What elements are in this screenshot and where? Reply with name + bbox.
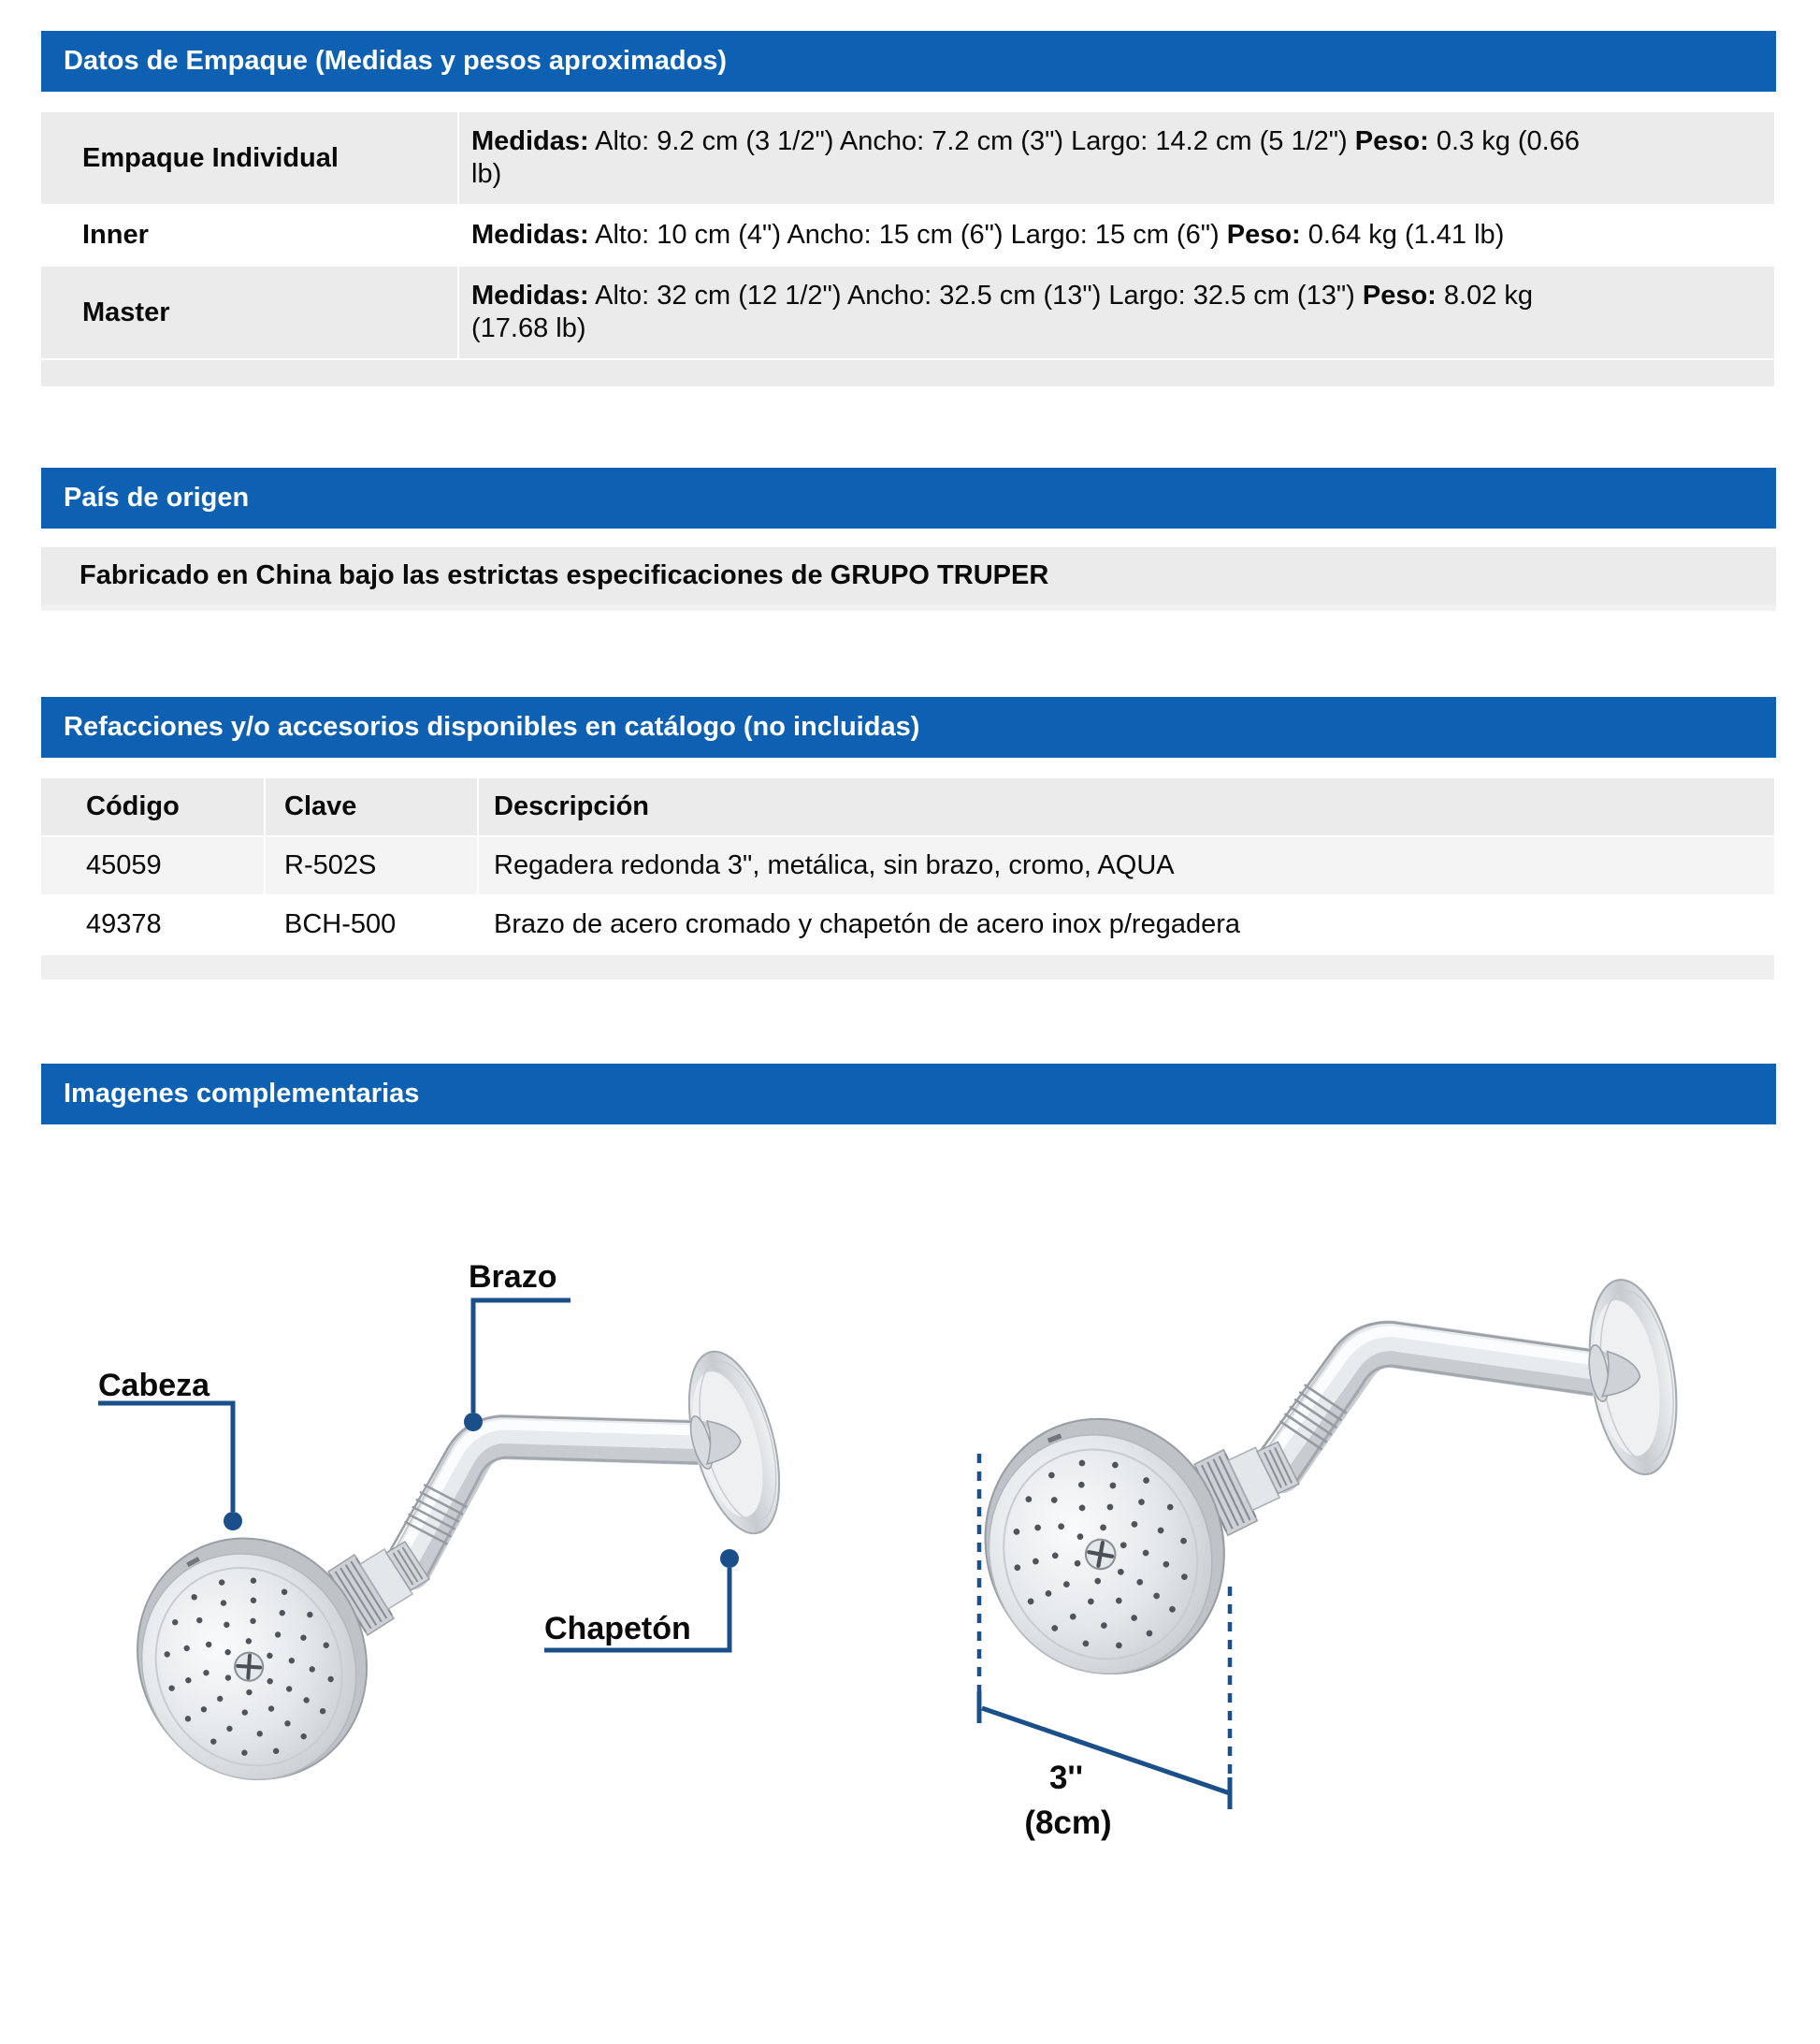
refacciones-header-row <box>41 778 1774 835</box>
section-header-refacciones <box>41 697 1776 758</box>
empaque-row-value: Medidas: Alto: 9.2 cm (3 1/2") Ancho: 7.2 cm (3") Largo: 14.2 cm (5 1/2") Peso: 0.3 kg (0.66 lb) <box>459 112 1774 204</box>
section-title-pais-origen: País de origen <box>64 483 250 513</box>
showerhead-dimension-illustration <box>888 1145 1820 1893</box>
callout-dot-chapeton <box>720 1549 739 1568</box>
empaque-row-label: Empaque Individual <box>41 112 457 204</box>
section-title-refacciones: Refacciones y/o accesorios disponibles en catálogo (no incluidas) <box>64 712 920 742</box>
callout-dot-cabeza <box>224 1512 242 1530</box>
empaque-row-value: Medidas: Alto: 10 cm (4") Ancho: 15 cm (6") Largo: 15 cm (6") Peso: 0.64 kg (1.41 lb) <box>459 206 1774 265</box>
refacciones-table <box>39 776 1776 981</box>
cell-clave: R-502S <box>266 837 477 894</box>
column-header-clave: Clave <box>266 778 477 835</box>
empaque-row-label: Master <box>41 267 457 358</box>
dimension-label-cm: (8cm) <box>1024 1805 1112 1841</box>
table-bottom-strip <box>41 360 1774 386</box>
showerhead-illustration <box>922 1197 1710 1777</box>
empaque-row <box>41 267 1774 358</box>
refacciones-row <box>41 896 1774 953</box>
section-header-imagenes <box>41 1064 1776 1124</box>
cell-descripcion: Brazo de acero cromado y chapetón de acero inox p/regadera <box>479 896 1774 953</box>
showerhead-labeled-illustration <box>47 1145 888 1893</box>
section-header-empaque <box>41 31 1776 92</box>
empaque-row <box>41 206 1774 265</box>
empaque-row <box>41 112 1774 204</box>
dimension-line <box>979 1691 1230 1809</box>
origen-text-row <box>41 547 1776 611</box>
label-brazo: Brazo <box>469 1259 557 1295</box>
column-header-descripcion: Descripción <box>479 778 1774 835</box>
callout-dot-brazo <box>464 1413 483 1431</box>
refacciones-row <box>41 837 1774 894</box>
complementary-images <box>0 1145 1820 1893</box>
empaque-row-label: Inner <box>41 206 457 265</box>
cell-codigo: 45059 <box>41 837 264 894</box>
empaque-row-value: Medidas: Alto: 32 cm (12 1/2") Ancho: 32.5 cm (13") Largo: 32.5 cm (13") Peso: 8.02 kg (17.68 lb) <box>459 267 1774 358</box>
cell-descripcion: Regadera redonda 3", metálica, sin brazo, cromo, AQUA <box>479 837 1774 894</box>
showerhead-illustration <box>95 1342 796 1820</box>
section-title-empaque: Datos de Empaque (Medidas y pesos aproximados) <box>64 46 728 76</box>
leader-line-brazo <box>473 1300 571 1413</box>
section-title-imagenes: Imagenes complementarias <box>64 1079 420 1109</box>
column-header-codigo: Código <box>41 778 264 835</box>
leader-line-cabeza <box>98 1403 233 1512</box>
origen-text: Fabricado en China bajo las estrictas especificaciones de GRUPO TRUPER <box>79 560 1049 590</box>
cell-codigo: 49378 <box>41 896 264 953</box>
dimension-label-inches: 3'' <box>1048 1760 1084 1796</box>
label-cabeza: Cabeza <box>98 1368 210 1403</box>
cell-clave: BCH-500 <box>266 896 477 953</box>
section-header-pais-origen <box>41 468 1776 529</box>
label-chapeton: Chapetón <box>544 1611 691 1646</box>
table-bottom-strip <box>41 955 1774 979</box>
empaque-table <box>39 110 1776 388</box>
